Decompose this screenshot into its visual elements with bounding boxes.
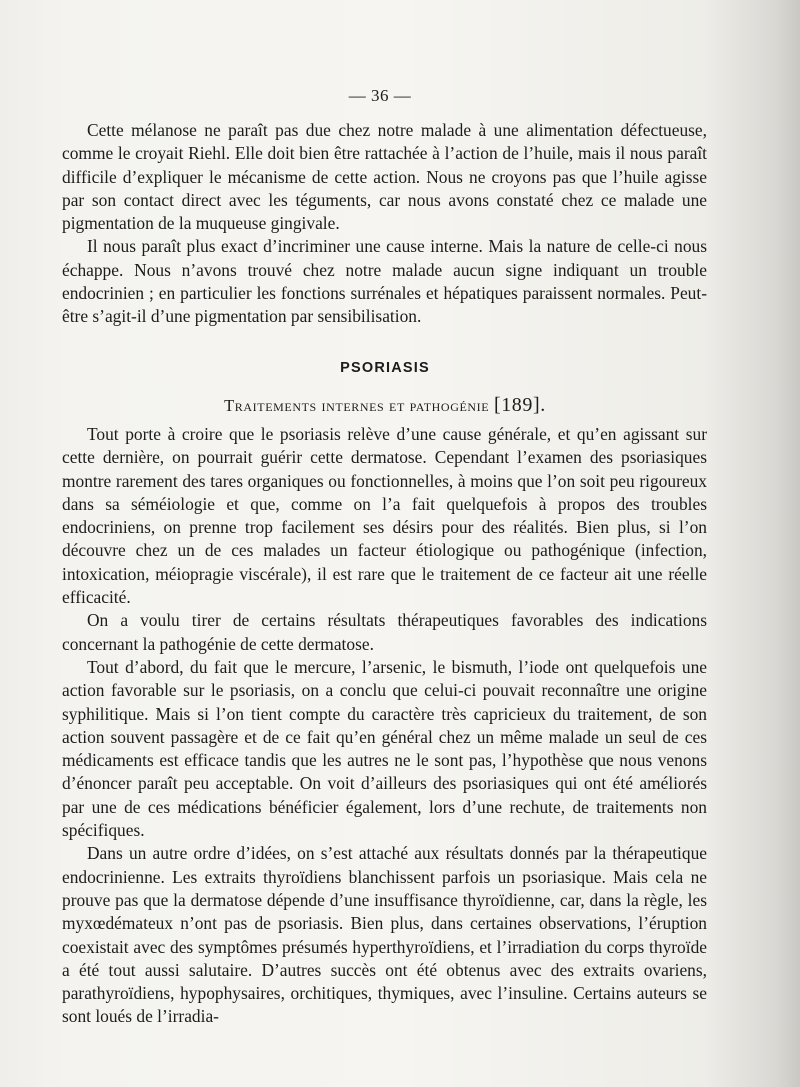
paragraph: Il nous paraît plus exact d’incriminer une cause interne. Mais la nature de celle-ci nous échappe. Nous n’avons trouvé chez notre malade aucun signe indiquant un trouble endocrinien ; en particulier les fonctions surrénales et hépatiques paraissent normales. Peut-être s’agit-il d’une pigmentation par sensibilisation. [62, 236, 707, 327]
subtitle-text: Traitements internes et pathogénie [224, 396, 490, 415]
reference-number: [189]. [493, 394, 546, 416]
paragraph: Tout d’abord, du fait que le mercure, l’arsenic, le bismuth, l’iode ont quelquefois une action favorable sur le psoriasis, on a conclu que celui-ci pouvait reconnaître une origine syphilitique. Mais si l’on tient compte du caractère très capricieux du traitement, de son action souvent passagère et de ce fait qu’en général chez un même malade un seul de ces médicaments est efficace tandis que les autres ne le sont pas, l’hypothèse que nous venons d’énoncer paraît peu acceptable. On voit d’ailleurs des psoriasiques qui ont été améliorés par une de ces médications bénéficier également, lors d’une rechute, de traitements non spécifiques. [62, 656, 707, 841]
section-body [62, 423, 707, 1029]
intro-text [62, 119, 707, 329]
section-subtitle [0, 394, 770, 417]
paragraph: On a voulu tirer de certains résultats thérapeutiques favorables des indications concernant la pathogénie de cette dermatose. [62, 610, 707, 654]
paragraph: Dans un autre ordre d’idées, on s’est attaché aux résultats donnés par la thérapeutique endocrinienne. Les extraits thyroïdiens blanchissent parfois un psoriasique. Mais cela ne prouve pas que la dermatose dépende d’une insuffisance thyroïdienne, car, dans la règle, les myxœdémateux n’ont pas de psoriasis. Bien plus, dans certaines observations, l’éruption coexistait avec des symptômes présumés hyperthyroïdiens, et l’irradiation du corps thyroïde a été tout aussi salutaire. D’autres succès ont été obtenus avec des extraits ovariens, parathyroïdiens, hypophysaires, orchitiques, thymiques, avec l’insuline. Certains auteurs se sont loués de l’irradia- [62, 843, 707, 1027]
section-title: PSORIASIS [340, 360, 430, 376]
paragraph: Cette mélanose ne paraît pas due chez notre malade à une alimentation défectueuse, comme le croyait Riehl. Elle doit bien être rattachée à l’action de l’huile, mais il nous paraît difficile d’expliquer le mécanisme de cette action. Nous ne croyons pas que l’huile agisse par son contact direct avec les téguments, car nous avons constaté chez ce malade une pigmentation de la muqueuse gingivale. [62, 120, 707, 234]
page-number: — 36 — [348, 86, 412, 105]
paragraph: Tout porte à croire que le psoriasis relève d’une cause générale, et qu’en agissant sur cette dernière, on pourrait guérir cette dermatose. Cependant l’examen des psoriasiques montre rarement des tares organiques ou fonctionnelles, à moins que l’on soit peu rigoureux dans sa séméiologie et que, comme on l’a fait quelquefois à propos des troubles endocriniens, on prenne trop facilement ses désirs pour des réalités. Bien plus, si l’on découvre chez un de ces malades un facteur étiologique ou pathogénique (infection, intoxication, méiopragie viscérale), il est rare que le traitement de ce facteur ait une réelle efficacité. [62, 424, 707, 608]
